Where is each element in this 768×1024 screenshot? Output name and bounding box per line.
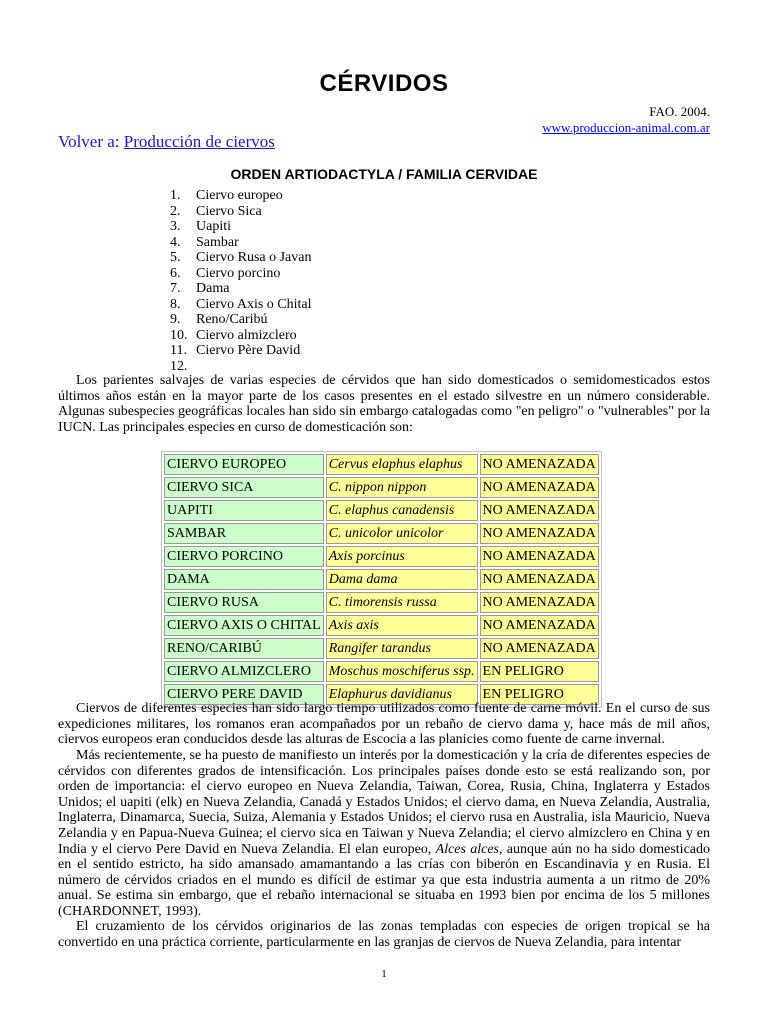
table-row xyxy=(164,523,599,544)
table-cell-status: NO AMENAZADA xyxy=(480,500,599,521)
back-link[interactable]: Producción de ciervos xyxy=(123,132,275,151)
table-cell-scientific: Axis porcinus xyxy=(326,546,478,567)
page-number: 1 xyxy=(381,968,387,980)
species-table xyxy=(161,451,602,708)
table-cell-name: DAMA xyxy=(164,569,324,590)
species-list xyxy=(170,188,312,374)
table-cell-status: EN PELIGRO xyxy=(480,684,599,705)
list-item: 11. Ciervo Père David xyxy=(170,343,301,358)
table-cell-name: CIERVO EUROPEO xyxy=(164,454,324,475)
table-cell-name: CIERVO PERE DAVID xyxy=(164,684,324,705)
table-cell-status: EN PELIGRO xyxy=(480,661,599,682)
source-url-link[interactable]: www.produccion-animal.com.ar xyxy=(542,120,710,135)
list-item: 1. Ciervo europeo xyxy=(170,188,283,203)
table-cell-scientific: C. elaphus canadensis xyxy=(326,500,478,521)
paragraph-history: Ciervos de diferentes especies han sido largo tiempo utilizados como fuente de carne móvil. En el curso de sus expediciones militares, los romanos eran acompañados por un rebaño de ciervo dama y, hace más de mil años, ciervos europeos eran conducidos desde las alturas de Escocia a las planicies como fuente de carne invernal. xyxy=(58,701,710,748)
table-cell-scientific: C. timorensis russa xyxy=(326,592,478,613)
list-item: 5. Ciervo Rusa o Javan xyxy=(170,250,312,265)
table-cell-status: NO AMENAZADA xyxy=(480,615,599,636)
table-row xyxy=(164,454,599,475)
table-row xyxy=(164,477,599,498)
table-row xyxy=(164,546,599,567)
list-item: 2. Ciervo Sica xyxy=(170,203,262,219)
table-cell-name: CIERVO AXIS O CHITAL xyxy=(164,615,324,636)
list-item: 6. Ciervo porcino xyxy=(170,265,281,281)
table-row xyxy=(164,661,599,682)
table-cell-scientific: Moschus moschiferus ssp. xyxy=(326,661,478,682)
section-heading: ORDEN ARTIODACTYLA / FAMILIA CERVIDAE xyxy=(230,166,538,182)
source-line: FAO. 2004. xyxy=(649,104,710,119)
table-cell-name: RENO/CARIBÚ xyxy=(164,638,324,659)
list-item: 10. Ciervo almizclero xyxy=(170,327,297,343)
paragraph-crossbreeding: El cruzamiento de los cérvidos originarios de las zonas templadas con especies de origen tropical se ha convertido en una práctica corriente, particularmente en las granjas de ciervos de Nueva Zelandia, para intentar xyxy=(58,919,710,950)
table-cell-status: NO AMENAZADA xyxy=(480,454,599,475)
table-cell-status: NO AMENAZADA xyxy=(480,569,599,590)
table-cell-scientific: Axis axis xyxy=(326,615,478,636)
list-item: 3. Uapiti xyxy=(170,219,231,234)
table-row xyxy=(164,592,599,613)
table-cell-scientific: Dama dama xyxy=(326,569,478,590)
list-item: 7. Dama xyxy=(170,281,230,296)
table-cell-status: NO AMENAZADA xyxy=(480,638,599,659)
back-navigation xyxy=(58,132,275,152)
table-row xyxy=(164,569,599,590)
list-item: 12. xyxy=(170,358,188,374)
table-cell-status: NO AMENAZADA xyxy=(480,477,599,498)
table-cell-name: CIERVO ALMIZCLERO xyxy=(164,661,324,682)
source-block xyxy=(542,104,710,136)
table-cell-name: SAMBAR xyxy=(164,523,324,544)
table-cell-scientific: C. nippon nippon xyxy=(326,477,478,498)
table-row xyxy=(164,615,599,636)
table-cell-scientific: C. unicolor unicolor xyxy=(326,523,478,544)
list-item: 8. Ciervo Axis o Chital xyxy=(170,296,312,312)
table-row xyxy=(164,500,599,521)
paragraph-domestication: Más recientemente, se ha puesto de manifiesto un interés por la domesticación y la cría de diferentes especies de cérvidos con diferentes grados de intensificación. Los principales países donde esto se está realizando son, por orden de importancia: el ciervo europeo en Nueva Zelandia, Taiwan, Corea, Rusia, China, Inglaterra y Estados Unidos; el uapiti (elk) en Nueva Zelandia, Canadá y Estados Unidos; el ciervo dama, en Nueva Zelandia, Australia, Inglaterra, Dinamarca, Suecia, Suiza, Alemania y Estados Unidos; el ciervo rusa en Australia, isla Mauricio, Nueva Zelandia y en Papua-Nueva Guinea; el ciervo sica en Taiwan y Nueva Zelandia; el ciervo almizclero en China y en India y el ciervo Pere David en Nueva Zelandia. El elan europeo, Alces alces, aunque aún no ha sido domesticado en el sentido estricto, ha sido amansado amamantando a las crías con biberón en Escandinavia y en Rusia. El número de cérvidos criados en el mundo es difícil de estimar ya que esta industria aumenta a un ritmo de 20% anual. Se estima sin embargo, que el rebaño internacional se situaba en 1993 bien por encima de los 5 millones (CHARDONNET, 1993). xyxy=(58,748,710,919)
table-cell-scientific: Cervus elaphus elaphus xyxy=(326,454,478,475)
list-item: 4. Sambar xyxy=(170,234,239,250)
paragraph-intro: Los parientes salvajes de varias especies de cérvidos que han sido domesticados o semidomesticados estos últimos años están en la mayor parte de los casos presentes en el estado silvestre en un número considerable. Algunas subespecies geográficas locales han sido sin embargo catalogadas como "en peligro" o "vulnerables" por la IUCN. Las principales especies en curso de domesticación son: xyxy=(58,373,710,435)
table-cell-status: NO AMENAZADA xyxy=(480,523,599,544)
table-row xyxy=(164,638,599,659)
table-cell-scientific: Rangifer tarandus xyxy=(326,638,478,659)
back-prefix: Volver a: xyxy=(58,132,124,151)
table-cell-scientific: Elaphurus davidianus xyxy=(326,684,478,705)
table-cell-name: CIERVO RUSA xyxy=(164,592,324,613)
table-cell-status: NO AMENAZADA xyxy=(480,592,599,613)
scientific-name-alces: Alces alces, xyxy=(435,841,503,857)
table-cell-name: CIERVO SICA xyxy=(164,477,324,498)
table-cell-name: UAPITI xyxy=(164,500,324,521)
table-cell-name: CIERVO PORCINO xyxy=(164,546,324,567)
page-title: CÉRVIDOS xyxy=(319,70,449,97)
list-item: 9. Reno/Caribú xyxy=(170,312,268,327)
table-cell-status: NO AMENAZADA xyxy=(480,546,599,567)
